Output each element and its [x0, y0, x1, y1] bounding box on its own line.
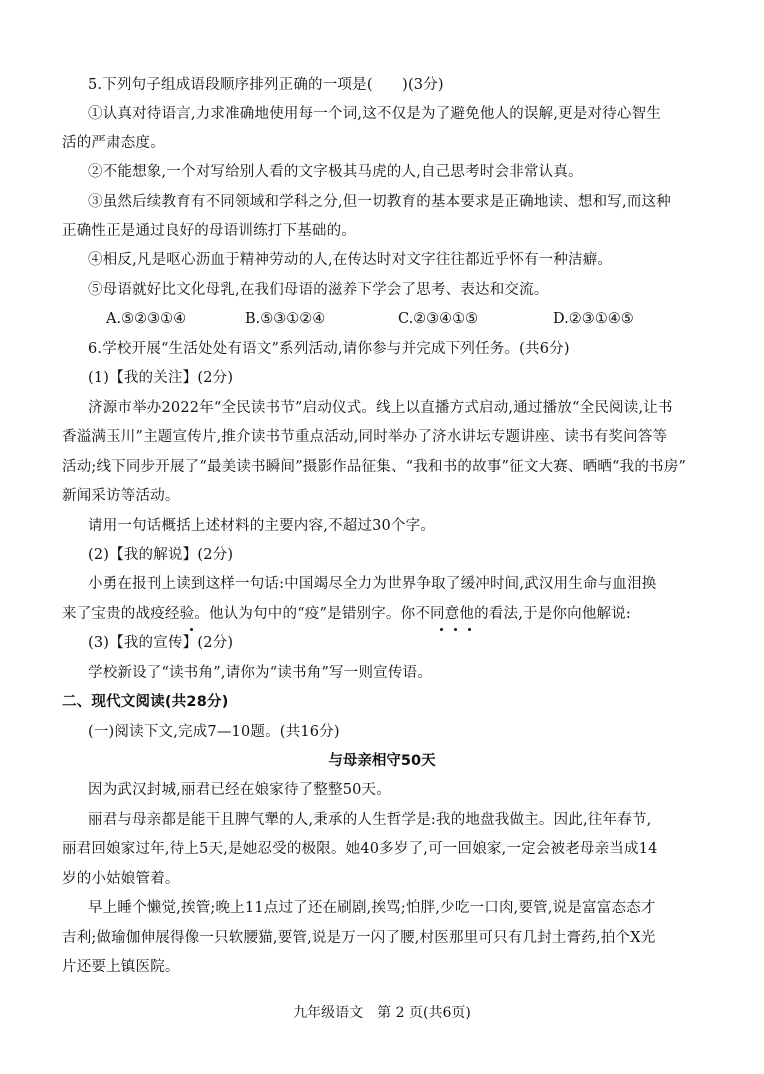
q6-part1-text-b: 香溢满玉川”主题宣传片,推介读书节重点活动,同时举办了济水讲坛专题讲座、读书有奖问答等 [62, 429, 668, 445]
article-title: 与母亲相守50天 [328, 753, 436, 769]
q5-sentence-3b: 正确性正是通过良好的母语训练打下基础的。 [62, 223, 356, 239]
q5-sentence-5: ⑤母语就好比文化母乳,在我们母语的滋养下学会了思考、表达和交流。 [88, 282, 549, 298]
emphasis-dot [468, 628, 471, 631]
article-para-2b: 丽君回娘家过年,待上5天,是她忍受的极限。她40多岁了,可一回娘家,一定会被老母亲当成14 [62, 841, 658, 857]
article-para-3a: 早上睡个懒觉,挨管;晚上11点过了还在刷剧,挨骂;怕胖,少吃一口肉,要管,说是富富态态才 [88, 900, 656, 916]
page-footer: 九年级语文 第 2 页(共6页) [293, 1005, 471, 1021]
article-para-2c: 岁的小姑娘管着。 [62, 871, 180, 887]
q6-part2-text-b: 来了宝贵的战疫经验。他认为句中的“疫”是错别字。你不同意他的看法,于是你向他解说: [62, 606, 632, 622]
q6-stem: 6.学校开展“生活处处有语文”系列活动,请你参与并完成下列任务。(共6分) [88, 341, 570, 357]
emphasis-dot [190, 628, 193, 631]
q5-sentence-4: ④相反,凡是呕心沥血于精神劳动的人,在传达时对文字往往都近乎怀有一种洁癖。 [88, 252, 613, 268]
q6-part1-title: (1)【我的关注】(2分) [88, 370, 234, 386]
q6-part2-title: (2)【我的解说】(2分) [88, 547, 234, 563]
q5-sentence-1a: ①认真对待语言,力求准确地使用每一个词,这不仅是为了避免他人的误解,更是对待心智生 [88, 106, 662, 122]
section-2-heading: 二、现代文阅读(共28分) [62, 694, 229, 710]
q6-part1-text-c: 活动;线下同步开展了“最美读书瞬间”摄影作品征集、“我和书的故事”征文大赛、晒晒“我的书房” [62, 459, 687, 475]
q6-part1-task: 请用一句话概括上述材料的主要内容,不超过30个字。 [88, 518, 436, 534]
q6-part3-task: 学校新设了“读书角”,请你为“读书角”写一则宣传语。 [88, 665, 432, 681]
q5-option-c: C.②③④①⑤ [398, 311, 479, 327]
q5-option-d: D.②③①④⑤ [553, 311, 634, 327]
section-2-subheading: (一)阅读下文,完成7—10题。(共16分) [88, 724, 340, 740]
q5-option-a: A.⑤②③①④ [106, 311, 187, 327]
q6-part1-text-a: 济源市举办2022年“全民读书节”启动仪式。线上以直播方式启动,通过播放“全民阅读,让书 [88, 400, 673, 416]
article-para-3b: 吉利;做瑜伽伸展得像一只软腰猫,要管,说是万一闪了腰,村医那里可只有几封土膏药,拍个X光 [62, 930, 656, 946]
article-para-3c: 片还要上镇医院。 [62, 959, 180, 975]
q5-stem: 5.下列句子组成语段顺序排列正确的一项是( )(3分) [88, 77, 444, 93]
q6-part1-text-d: 新闻采访等活动。 [62, 488, 180, 504]
article-para-1: 因为武汉封城,丽君已经在娘家待了整整50天。 [88, 782, 391, 798]
article-para-2a: 丽君与母亲都是能干且脾气犟的人,秉承的人生哲学是:我的地盘我做主。因此,往年春节, [88, 812, 652, 828]
q5-option-b: B.⑤③①②④ [245, 311, 326, 327]
emphasis-dot [440, 628, 443, 631]
q5-sentence-2: ②不能想象,一个对写给别人看的文字极其马虎的人,自己思考时会非常认真。 [88, 164, 583, 180]
q6-part3-title: (3)【我的宣传】(2分) [88, 635, 234, 651]
q6-part2-text-a: 小勇在报刊上读到这样一句话:中国竭尽全力为世界争取了缓冲时间,武汉用生命与血泪换 [88, 576, 657, 592]
q5-sentence-3a: ③虽然后续教育有不同领域和学科之分,但一切教育的基本要求是正确地读、想和写,而这种 [88, 194, 671, 210]
emphasis-dot [454, 628, 457, 631]
q5-sentence-1b: 活的严肃态度。 [62, 135, 165, 151]
